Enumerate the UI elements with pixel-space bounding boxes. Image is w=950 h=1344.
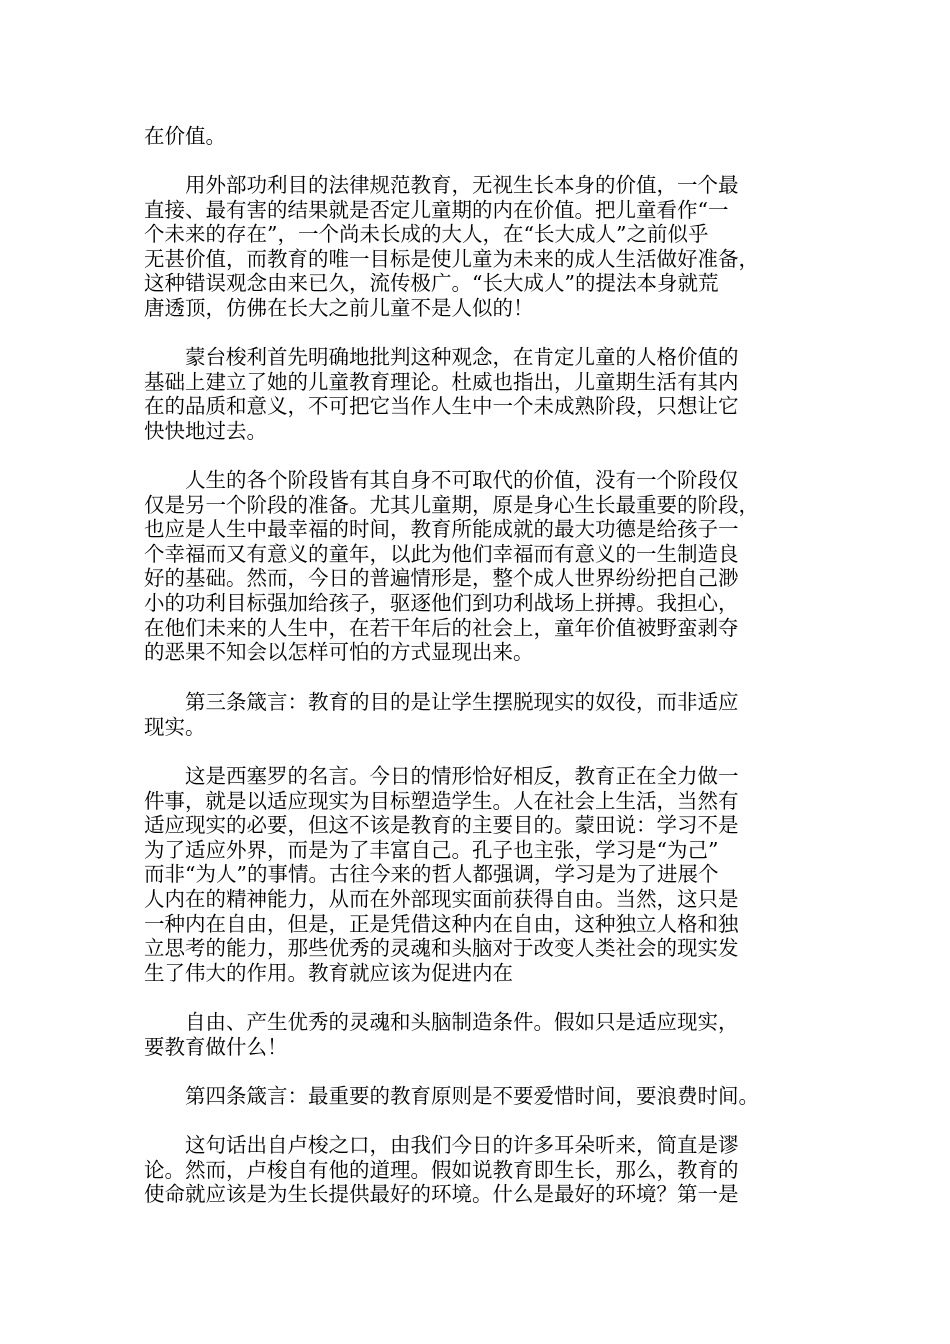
paragraph-4: 人生的各个阶段皆有其自身不可取代的价值，没有一个阶段仅 仅是另一个阶段的准备。尤其儿童期，原是身心生长最重要的阶段， 也应是人生中最幸福的时间，教育所能成就的最大功德是给孩子一 个幸福而又有意义的童年，以此为他们幸福而有意义的一生制造良 好的基础。然而，今日的普遍情形是，整个成人世界纷纷把自己渺 小的功利目标强加给孩子，驱逐他们到功利战场上拼搏。我担心， 在他们未来的人生中，在若干年后的社会上，童年价值被野蛮剥夺 的恶果不知会以怎样可怕的方式显现出来。 <box>144 468 759 665</box>
paragraph-8: 第四条箴言：最重要的教育原则是不要爱惜时间，要浪费时间。 <box>144 1084 759 1108</box>
paragraph-1: 在价值。 <box>144 124 226 148</box>
paragraph-9: 这句话出自卢梭之口，由我们今日的许多耳朵听来，简直是谬 论。然而，卢梭自有他的道理。假如说教育即生长，那么，教育的 使命就应该是为生长提供最好的环境。什么是最好的环境？第一是 <box>144 1133 739 1207</box>
paragraph-3: 蒙台梭利首先明确地批判这种观念，在肯定儿童的人格价值的 基础上建立了她的儿童教育理论。杜威也指出，儿童期生活有其内 在的品质和意义，不可把它当作人生中一个未成熟阶段，只想让它 快快地过去。 <box>144 345 739 443</box>
paragraph-2: 用外部功利目的法律规范教育，无视生长本身的价值，一个最 直接、最有害的结果就是否定儿童期的内在价值。把儿童看作“一 个未来的存在”，一个尚未长成的大人，在“长大成人”之前似乎 无甚价值，而教育的唯一目标是使儿童为未来的成人生活做好准备， 这种错误观念由来已久，流传极广。“长大成人”的提法本身就荒 唐透顶，仿佛在长大之前儿童不是人似的！ <box>144 173 759 320</box>
paragraph-5: 第三条箴言：教育的目的是让学生摆脱现实的奴役，而非适应 现实。 <box>144 690 739 739</box>
paragraph-6: 这是西塞罗的名言。今日的情形恰好相反，教育正在全力做一 件事，就是以适应现实为目标塑造学生。人在社会上生活，当然有 适应现实的必要，但这不该是教育的主要目的。蒙田说：学习不是 为了适应外界，而是为了丰富自己。孔子也主张，学习是“为己” 而非“为人”的事情。古往今来的哲人都强调，学习是为了进展个 人内在的精神能力，从而在外部现实面前获得自由。当然，这只是 一种内在自由，但是，正是凭借这种内在自由，这种独立人格和独 立思考的能力，那些优秀的灵魂和头脑对于改变人类社会的现实发 生了伟大的作用。教育就应该为促进内在 <box>144 764 739 985</box>
paragraph-7: 自由、产生优秀的灵魂和头脑制造条件。假如只是适应现实， 要教育做什么！ <box>144 1010 739 1059</box>
